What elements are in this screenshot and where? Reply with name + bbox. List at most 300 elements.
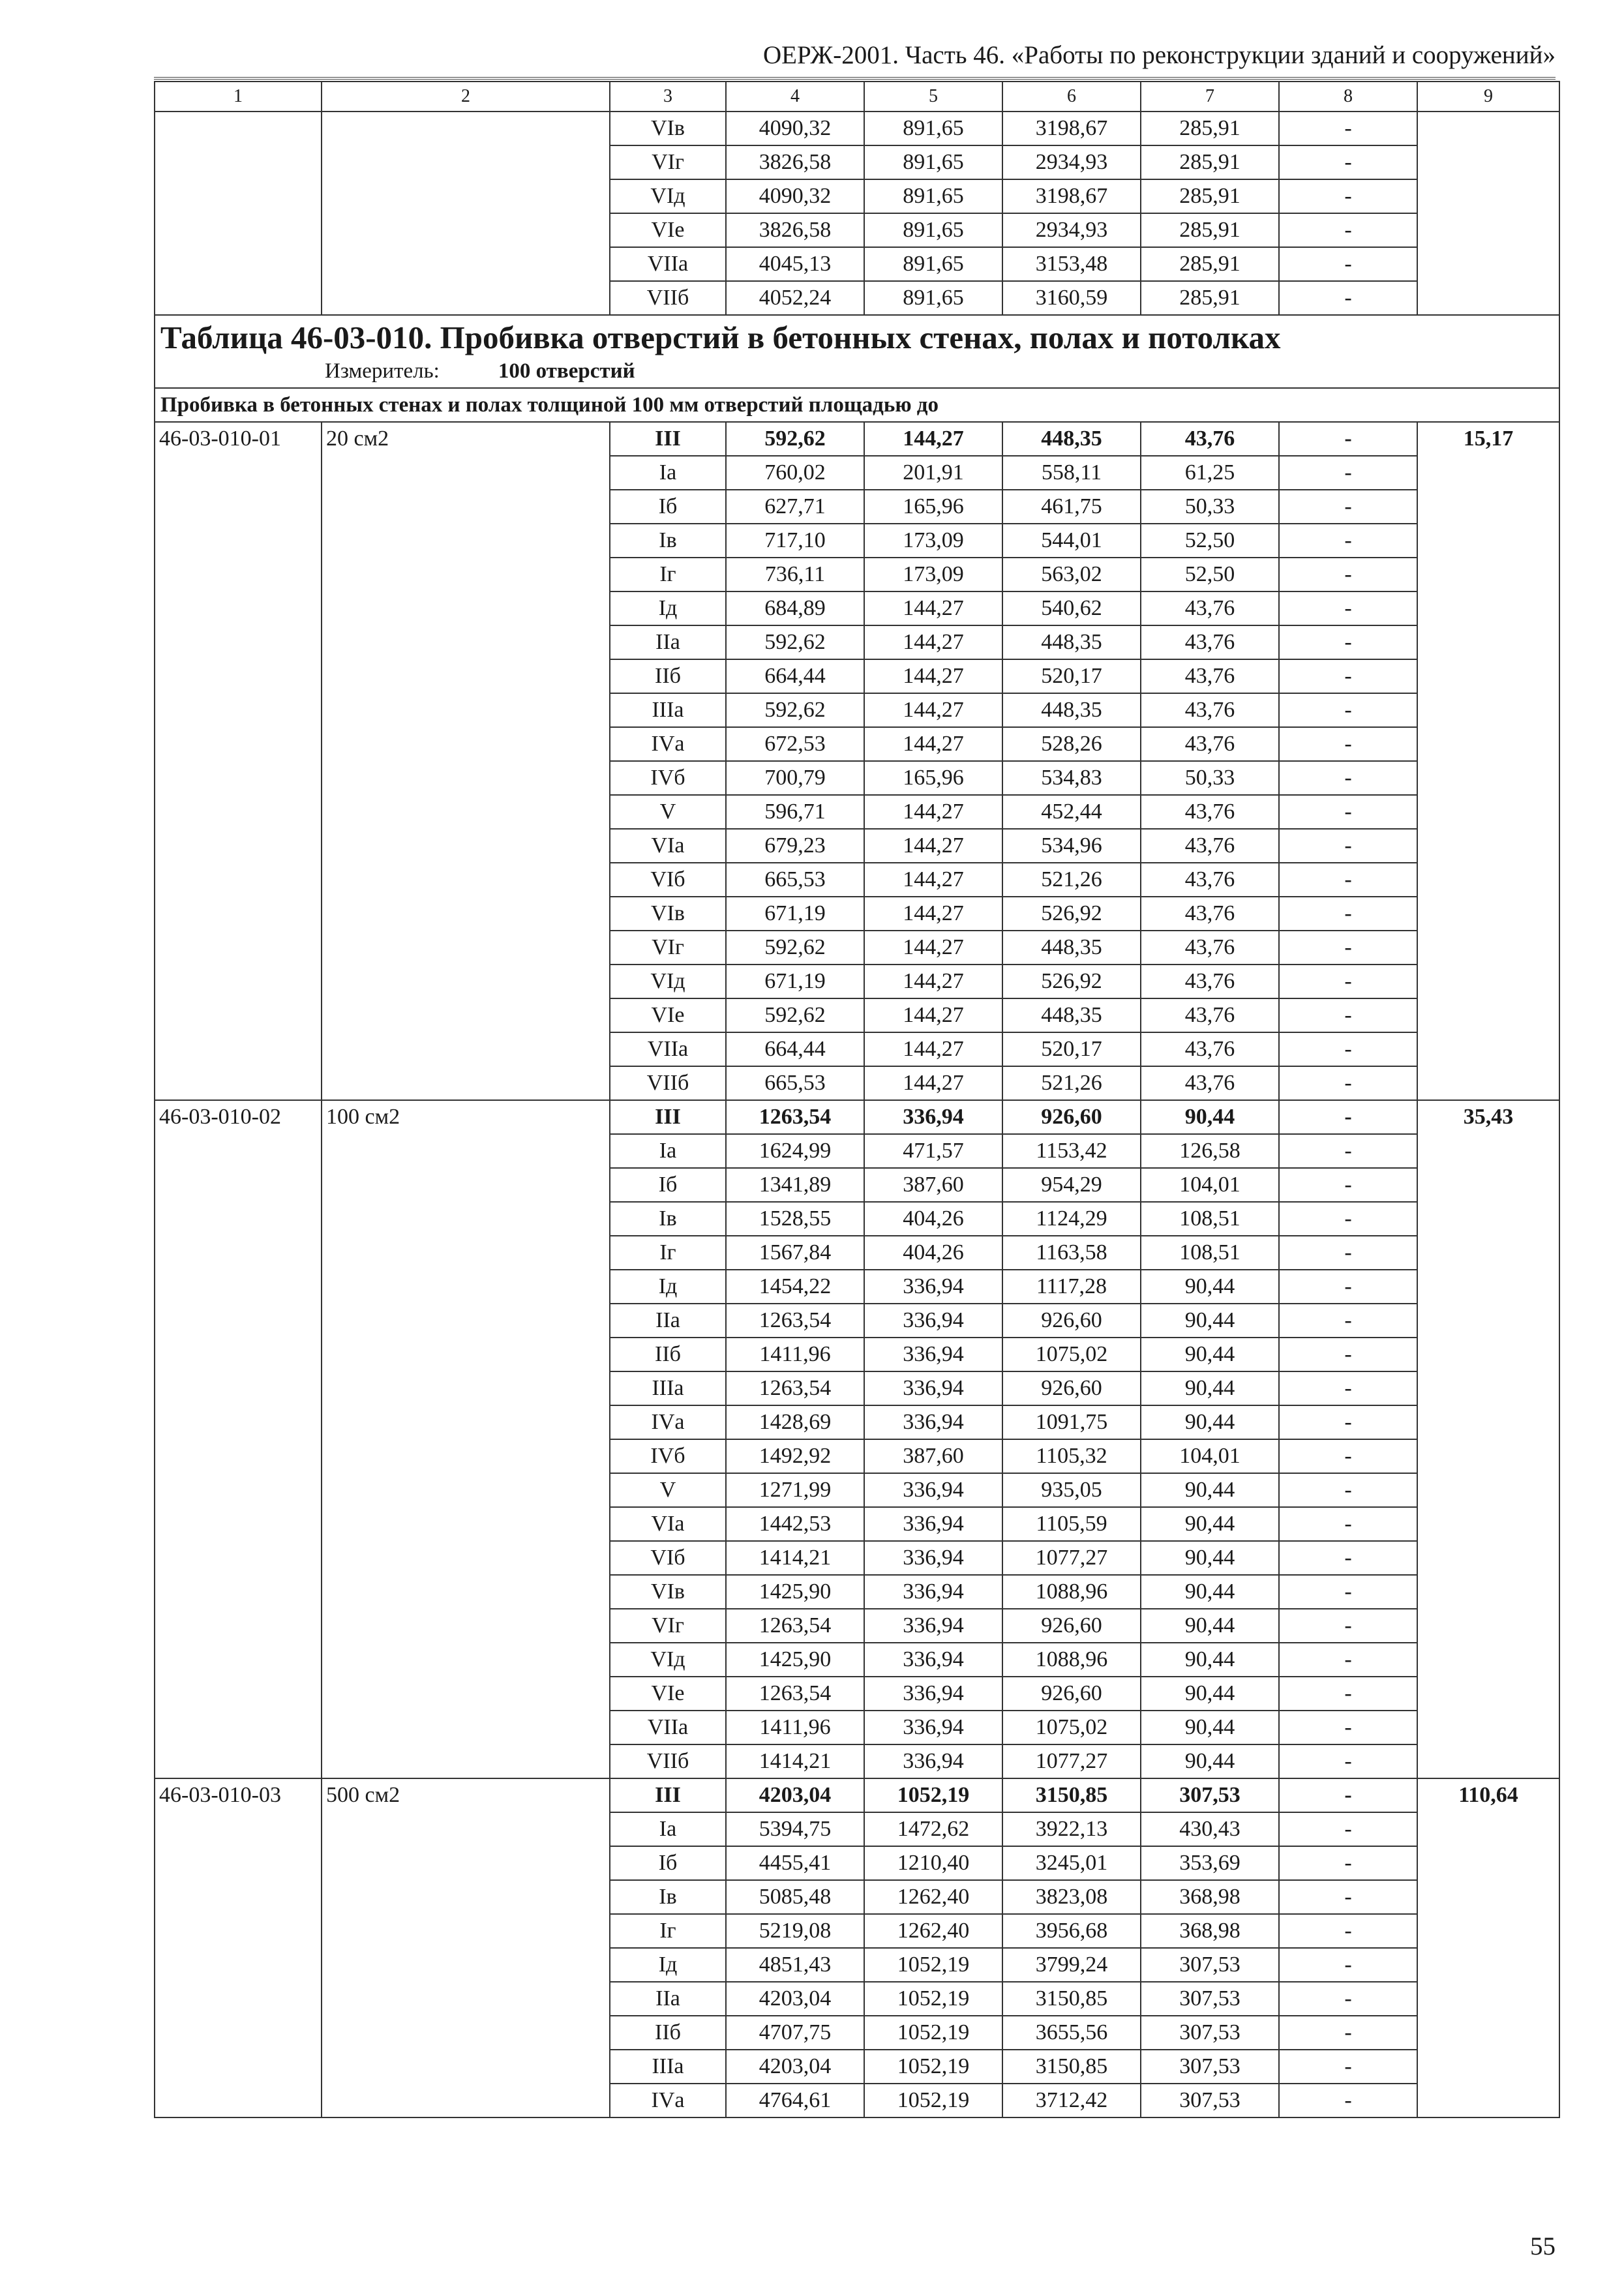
value-cell: 404,26 — [864, 1236, 1002, 1270]
value-cell: 43,76 — [1141, 625, 1279, 659]
value-cell: - — [1279, 897, 1417, 931]
value-cell: IIб — [610, 2016, 726, 2050]
value-cell: 144,27 — [864, 1066, 1002, 1100]
value-cell: - — [1279, 247, 1417, 281]
value-cell: 90,44 — [1141, 1575, 1279, 1609]
value-cell: 5085,48 — [726, 1880, 864, 1914]
name-cell — [322, 112, 610, 315]
value-cell: 430,43 — [1141, 1812, 1279, 1846]
value-cell: VIIб — [610, 1744, 726, 1778]
value-cell: Iв — [610, 524, 726, 558]
value-cell: Iа — [610, 456, 726, 490]
value-cell: VIIа — [610, 1032, 726, 1066]
value-cell: 108,51 — [1141, 1202, 1279, 1236]
value-cell: 671,19 — [726, 897, 864, 931]
value-cell: - — [1279, 795, 1417, 829]
item-code: 46-03-010-02 — [155, 1100, 322, 1778]
value-cell: 43,76 — [1141, 998, 1279, 1032]
value-cell: 336,94 — [864, 1711, 1002, 1744]
item-name: 100 см2 — [322, 1100, 610, 1778]
value-cell: 1262,40 — [864, 1880, 1002, 1914]
value-cell: 1088,96 — [1002, 1575, 1141, 1609]
value-cell: 50,33 — [1141, 761, 1279, 795]
item-code: 46-03-010-03 — [155, 1778, 322, 2117]
value-cell: III — [610, 1100, 726, 1134]
column-number-row — [155, 82, 1559, 112]
column-number-cell: 9 — [1417, 82, 1559, 112]
value-cell: 1263,54 — [726, 1100, 864, 1134]
value-cell: 891,65 — [864, 213, 1002, 247]
value-cell: 3826,58 — [726, 145, 864, 179]
value-cell: 1052,19 — [864, 2050, 1002, 2084]
value-cell: 671,19 — [726, 965, 864, 998]
value-cell: 1117,28 — [1002, 1270, 1141, 1304]
value-cell: - — [1279, 1168, 1417, 1202]
value-cell: 173,09 — [864, 558, 1002, 591]
value-cell: - — [1279, 761, 1417, 795]
labor-cost: 15,17 — [1417, 422, 1559, 1100]
value-cell: Iг — [610, 1914, 726, 1948]
value-cell: - — [1279, 1439, 1417, 1473]
column-number-cell: 1 — [155, 82, 322, 112]
value-cell: - — [1279, 1846, 1417, 1880]
table-row — [155, 422, 1559, 456]
value-cell: Iг — [610, 1236, 726, 1270]
value-cell: 1052,19 — [864, 1778, 1002, 1812]
value-cell: 4707,75 — [726, 2016, 864, 2050]
value-cell: 5219,08 — [726, 1914, 864, 1948]
value-cell: 1262,40 — [864, 1914, 1002, 1948]
value-cell: 4203,04 — [726, 1982, 864, 2016]
value-cell: 144,27 — [864, 1032, 1002, 1066]
value-cell: 2934,93 — [1002, 145, 1141, 179]
value-cell: 1271,99 — [726, 1473, 864, 1507]
value-cell: VIв — [610, 112, 726, 145]
value-cell: - — [1279, 2016, 1417, 2050]
value-cell: VIб — [610, 1541, 726, 1575]
column-number-cell: 4 — [726, 82, 864, 112]
value-cell: 307,53 — [1141, 1948, 1279, 1982]
meter-label: Измеритель: — [325, 359, 440, 383]
value-cell: - — [1279, 1270, 1417, 1304]
value-cell: 336,94 — [864, 1473, 1002, 1507]
value-cell: 1528,55 — [726, 1202, 864, 1236]
value-cell: - — [1279, 1982, 1417, 2016]
value-cell: 3799,24 — [1002, 1948, 1141, 1982]
value-cell: IIа — [610, 625, 726, 659]
value-cell: - — [1279, 490, 1417, 524]
value-cell: 336,94 — [864, 1405, 1002, 1439]
value-cell: 3823,08 — [1002, 1880, 1141, 1914]
value-cell: 954,29 — [1002, 1168, 1141, 1202]
value-cell: - — [1279, 625, 1417, 659]
value-cell: 1442,53 — [726, 1507, 864, 1541]
value-cell: 285,91 — [1141, 179, 1279, 213]
value-cell: 90,44 — [1141, 1643, 1279, 1677]
value-cell: 926,60 — [1002, 1100, 1141, 1134]
table-title-cell — [155, 315, 1559, 388]
value-cell: - — [1279, 281, 1417, 315]
table-row — [155, 112, 1559, 145]
meter-value: 100 отверстий — [498, 359, 635, 383]
value-cell: 3655,56 — [1002, 2016, 1141, 2050]
value-cell: IVб — [610, 761, 726, 795]
value-cell: - — [1279, 1507, 1417, 1541]
value-cell: 1492,92 — [726, 1439, 864, 1473]
value-cell: 891,65 — [864, 281, 1002, 315]
value-cell: 144,27 — [864, 795, 1002, 829]
value-cell: - — [1279, 1677, 1417, 1711]
value-cell: 43,76 — [1141, 693, 1279, 727]
value-cell: IIб — [610, 1338, 726, 1371]
value-cell: VIIа — [610, 247, 726, 281]
value-cell: 448,35 — [1002, 693, 1141, 727]
value-cell: IIIа — [610, 2050, 726, 2084]
item-name: 500 см2 — [322, 1778, 610, 2117]
value-cell: 534,83 — [1002, 761, 1141, 795]
value-cell: 3712,42 — [1002, 2084, 1141, 2117]
value-cell: 43,76 — [1141, 931, 1279, 965]
value-cell: 3198,67 — [1002, 112, 1141, 145]
value-cell: 4455,41 — [726, 1846, 864, 1880]
value-cell: Iд — [610, 1270, 726, 1304]
value-cell: - — [1279, 1405, 1417, 1439]
value-cell: 5394,75 — [726, 1812, 864, 1846]
value-cell: VIг — [610, 1609, 726, 1643]
value-cell: - — [1279, 213, 1417, 247]
value-cell: - — [1279, 422, 1417, 456]
value-cell: 520,17 — [1002, 659, 1141, 693]
value-cell: IVа — [610, 1405, 726, 1439]
value-cell: 144,27 — [864, 727, 1002, 761]
value-cell: 165,96 — [864, 761, 1002, 795]
value-cell: 563,02 — [1002, 558, 1141, 591]
value-cell: VIв — [610, 897, 726, 931]
value-cell: 144,27 — [864, 931, 1002, 965]
value-cell: 336,94 — [864, 1338, 1002, 1371]
value-cell: - — [1279, 1914, 1417, 1948]
value-cell: Iв — [610, 1202, 726, 1236]
value-cell: 90,44 — [1141, 1270, 1279, 1304]
value-cell: 471,57 — [864, 1134, 1002, 1168]
value-cell: 144,27 — [864, 998, 1002, 1032]
value-cell: - — [1279, 1371, 1417, 1405]
value-cell: 307,53 — [1141, 2050, 1279, 2084]
value-cell: 90,44 — [1141, 1405, 1279, 1439]
value-cell: - — [1279, 1473, 1417, 1507]
value-cell: Iб — [610, 1846, 726, 1880]
value-cell: 540,62 — [1002, 591, 1141, 625]
value-cell: 3826,58 — [726, 213, 864, 247]
value-cell: - — [1279, 829, 1417, 863]
labor-cost: 110,64 — [1417, 1778, 1559, 2117]
value-cell: 521,26 — [1002, 863, 1141, 897]
value-cell: - — [1279, 727, 1417, 761]
value-cell: 43,76 — [1141, 795, 1279, 829]
value-cell: 1411,96 — [726, 1711, 864, 1744]
value-cell: Iг — [610, 558, 726, 591]
value-cell: 3245,01 — [1002, 1846, 1141, 1880]
value-cell: 126,58 — [1141, 1134, 1279, 1168]
value-cell: VIе — [610, 1677, 726, 1711]
value-cell: 336,94 — [864, 1371, 1002, 1405]
value-cell: 544,01 — [1002, 524, 1141, 558]
value-cell: 592,62 — [726, 625, 864, 659]
value-cell: - — [1279, 659, 1417, 693]
value-cell: 1263,54 — [726, 1609, 864, 1643]
value-cell: - — [1279, 1880, 1417, 1914]
value-cell: 336,94 — [864, 1100, 1002, 1134]
value-cell: 43,76 — [1141, 965, 1279, 998]
value-cell: VIIб — [610, 281, 726, 315]
value-cell: 1052,19 — [864, 1982, 1002, 2016]
value-cell: 926,60 — [1002, 1609, 1141, 1643]
value-cell: 627,71 — [726, 490, 864, 524]
value-cell: 1124,29 — [1002, 1202, 1141, 1236]
column-number-cell: 7 — [1141, 82, 1279, 112]
value-cell: 336,94 — [864, 1541, 1002, 1575]
value-cell: 3150,85 — [1002, 2050, 1141, 2084]
value-cell: 4045,13 — [726, 247, 864, 281]
value-cell: III — [610, 422, 726, 456]
value-cell: 1075,02 — [1002, 1711, 1141, 1744]
value-cell: 90,44 — [1141, 1338, 1279, 1371]
value-cell: 1472,62 — [864, 1812, 1002, 1846]
value-cell: 1077,27 — [1002, 1744, 1141, 1778]
value-cell: 43,76 — [1141, 897, 1279, 931]
page-number: 55 — [1530, 2232, 1556, 2260]
value-cell: 4090,32 — [726, 112, 864, 145]
value-cell: 679,23 — [726, 829, 864, 863]
value-cell: 521,26 — [1002, 1066, 1141, 1100]
value-cell: Iа — [610, 1812, 726, 1846]
value-cell: Iв — [610, 1880, 726, 1914]
value-cell: - — [1279, 1778, 1417, 1812]
meter-line — [160, 356, 1555, 386]
value-cell: 52,50 — [1141, 558, 1279, 591]
value-cell: 700,79 — [726, 761, 864, 795]
value-cell: 526,92 — [1002, 965, 1141, 998]
value-cell: 285,91 — [1141, 281, 1279, 315]
value-cell: 43,76 — [1141, 829, 1279, 863]
value-cell: 404,26 — [864, 1202, 1002, 1236]
value-cell: 3150,85 — [1002, 1778, 1141, 1812]
value-cell: VIд — [610, 179, 726, 213]
value-cell: 50,33 — [1141, 490, 1279, 524]
value-cell: 4851,43 — [726, 1948, 864, 1982]
value-cell: 1052,19 — [864, 2084, 1002, 2117]
value-cell: VIе — [610, 213, 726, 247]
value-cell: 520,17 — [1002, 1032, 1141, 1066]
value-cell: 3198,67 — [1002, 179, 1141, 213]
value-cell: - — [1279, 145, 1417, 179]
value-cell: VIд — [610, 965, 726, 998]
value-cell: 891,65 — [864, 112, 1002, 145]
value-cell: 935,05 — [1002, 1473, 1141, 1507]
value-cell: - — [1279, 591, 1417, 625]
value-cell: - — [1279, 693, 1417, 727]
value-cell: - — [1279, 1812, 1417, 1846]
value-cell: 61,25 — [1141, 456, 1279, 490]
value-cell: - — [1279, 931, 1417, 965]
value-cell: Iб — [610, 1168, 726, 1202]
value-cell: III — [610, 1778, 726, 1812]
value-cell: 144,27 — [864, 625, 1002, 659]
value-cell: 285,91 — [1141, 247, 1279, 281]
value-cell: - — [1279, 456, 1417, 490]
value-cell: 926,60 — [1002, 1677, 1141, 1711]
value-cell: 528,26 — [1002, 727, 1141, 761]
value-cell: 144,27 — [864, 591, 1002, 625]
value-cell: 387,60 — [864, 1168, 1002, 1202]
value-cell: 596,71 — [726, 795, 864, 829]
value-cell: - — [1279, 524, 1417, 558]
section-title: Пробивка в бетонных стенах и полах толщиной 100 мм отверстий площадью до — [155, 388, 1559, 422]
value-cell: 307,53 — [1141, 1778, 1279, 1812]
value-cell: - — [1279, 998, 1417, 1032]
value-cell: 336,94 — [864, 1643, 1002, 1677]
value-cell: 1263,54 — [726, 1304, 864, 1338]
value-cell: V — [610, 1473, 726, 1507]
value-cell: 592,62 — [726, 422, 864, 456]
value-cell: 307,53 — [1141, 1982, 1279, 2016]
value-cell: VIд — [610, 1643, 726, 1677]
value-cell: 1091,75 — [1002, 1405, 1141, 1439]
column-number-cell: 2 — [322, 82, 610, 112]
value-cell: 144,27 — [864, 829, 1002, 863]
value-cell: 90,44 — [1141, 1473, 1279, 1507]
value-cell: 664,44 — [726, 1032, 864, 1066]
value-cell: 891,65 — [864, 145, 1002, 179]
value-cell: 90,44 — [1141, 1371, 1279, 1405]
value-cell: 664,44 — [726, 659, 864, 693]
value-cell: 448,35 — [1002, 625, 1141, 659]
value-cell: 336,94 — [864, 1270, 1002, 1304]
value-cell: 1052,19 — [864, 1948, 1002, 1982]
value-cell: 144,27 — [864, 965, 1002, 998]
value-cell: 387,60 — [864, 1439, 1002, 1473]
value-cell: - — [1279, 1541, 1417, 1575]
value-cell: - — [1279, 1304, 1417, 1338]
value-cell: VIг — [610, 931, 726, 965]
value-cell: - — [1279, 1575, 1417, 1609]
col9-cell — [1417, 112, 1559, 315]
value-cell: 4090,32 — [726, 179, 864, 213]
value-cell: 336,94 — [864, 1575, 1002, 1609]
value-cell: 736,11 — [726, 558, 864, 591]
value-cell: 1425,90 — [726, 1575, 864, 1609]
column-number-cell: 8 — [1279, 82, 1417, 112]
value-cell: 1411,96 — [726, 1338, 864, 1371]
value-cell: 144,27 — [864, 863, 1002, 897]
value-cell: 43,76 — [1141, 591, 1279, 625]
value-cell: Iд — [610, 591, 726, 625]
rates-table-container — [154, 81, 1559, 2118]
value-cell: VIг — [610, 145, 726, 179]
value-cell: 104,01 — [1141, 1439, 1279, 1473]
value-cell: 307,53 — [1141, 2016, 1279, 2050]
value-cell: 4764,61 — [726, 2084, 864, 2117]
value-cell: - — [1279, 863, 1417, 897]
value-cell: 1414,21 — [726, 1541, 864, 1575]
value-cell: 3160,59 — [1002, 281, 1141, 315]
value-cell: 1105,59 — [1002, 1507, 1141, 1541]
value-cell: - — [1279, 1643, 1417, 1677]
value-cell: 461,75 — [1002, 490, 1141, 524]
value-cell: 201,91 — [864, 456, 1002, 490]
value-cell: 1088,96 — [1002, 1643, 1141, 1677]
value-cell: V — [610, 795, 726, 829]
value-cell: 144,27 — [864, 659, 1002, 693]
value-cell: IIб — [610, 659, 726, 693]
value-cell: 173,09 — [864, 524, 1002, 558]
value-cell: 43,76 — [1141, 863, 1279, 897]
value-cell: 534,96 — [1002, 829, 1141, 863]
value-cell: 1210,40 — [864, 1846, 1002, 1880]
table-row — [155, 1100, 1559, 1134]
value-cell: 1428,69 — [726, 1405, 864, 1439]
value-cell: 368,98 — [1141, 1880, 1279, 1914]
value-cell: 90,44 — [1141, 1744, 1279, 1778]
value-cell: 1052,19 — [864, 2016, 1002, 2050]
value-cell: - — [1279, 1711, 1417, 1744]
value-cell: 1263,54 — [726, 1677, 864, 1711]
value-cell: 3956,68 — [1002, 1914, 1141, 1948]
value-cell: 1153,42 — [1002, 1134, 1141, 1168]
value-cell: - — [1279, 1066, 1417, 1100]
value-cell: 43,76 — [1141, 1032, 1279, 1066]
value-cell: VIв — [610, 1575, 726, 1609]
value-cell: 90,44 — [1141, 1609, 1279, 1643]
value-cell: 891,65 — [864, 179, 1002, 213]
value-cell: IIа — [610, 1304, 726, 1338]
value-cell: 2934,93 — [1002, 213, 1141, 247]
value-cell: 3150,85 — [1002, 1982, 1141, 2016]
value-cell: 717,10 — [726, 524, 864, 558]
value-cell: - — [1279, 1100, 1417, 1134]
labor-cost: 35,43 — [1417, 1100, 1559, 1778]
value-cell: Iб — [610, 490, 726, 524]
table-title-row — [155, 315, 1559, 388]
value-cell: 336,94 — [864, 1609, 1002, 1643]
value-cell: - — [1279, 112, 1417, 145]
value-cell: - — [1279, 2084, 1417, 2117]
item-name: 20 см2 — [322, 422, 610, 1100]
value-cell: 4203,04 — [726, 1778, 864, 1812]
value-cell: VIе — [610, 998, 726, 1032]
value-cell: - — [1279, 1236, 1417, 1270]
value-cell: 336,94 — [864, 1744, 1002, 1778]
value-cell: 684,89 — [726, 591, 864, 625]
value-cell: - — [1279, 1338, 1417, 1371]
value-cell: 144,27 — [864, 693, 1002, 727]
value-cell: 526,92 — [1002, 897, 1141, 931]
value-cell: 1075,02 — [1002, 1338, 1141, 1371]
table-row — [155, 1778, 1559, 1812]
value-cell: IVб — [610, 1439, 726, 1473]
value-cell: 1454,22 — [726, 1270, 864, 1304]
value-cell: 592,62 — [726, 693, 864, 727]
value-cell: 1425,90 — [726, 1643, 864, 1677]
value-cell: 368,98 — [1141, 1914, 1279, 1948]
value-cell: 760,02 — [726, 456, 864, 490]
value-cell: 144,27 — [864, 897, 1002, 931]
value-cell: 285,91 — [1141, 213, 1279, 247]
value-cell: 3153,48 — [1002, 247, 1141, 281]
value-cell: IIIа — [610, 1371, 726, 1405]
value-cell: VIIб — [610, 1066, 726, 1100]
value-cell: IIIа — [610, 693, 726, 727]
